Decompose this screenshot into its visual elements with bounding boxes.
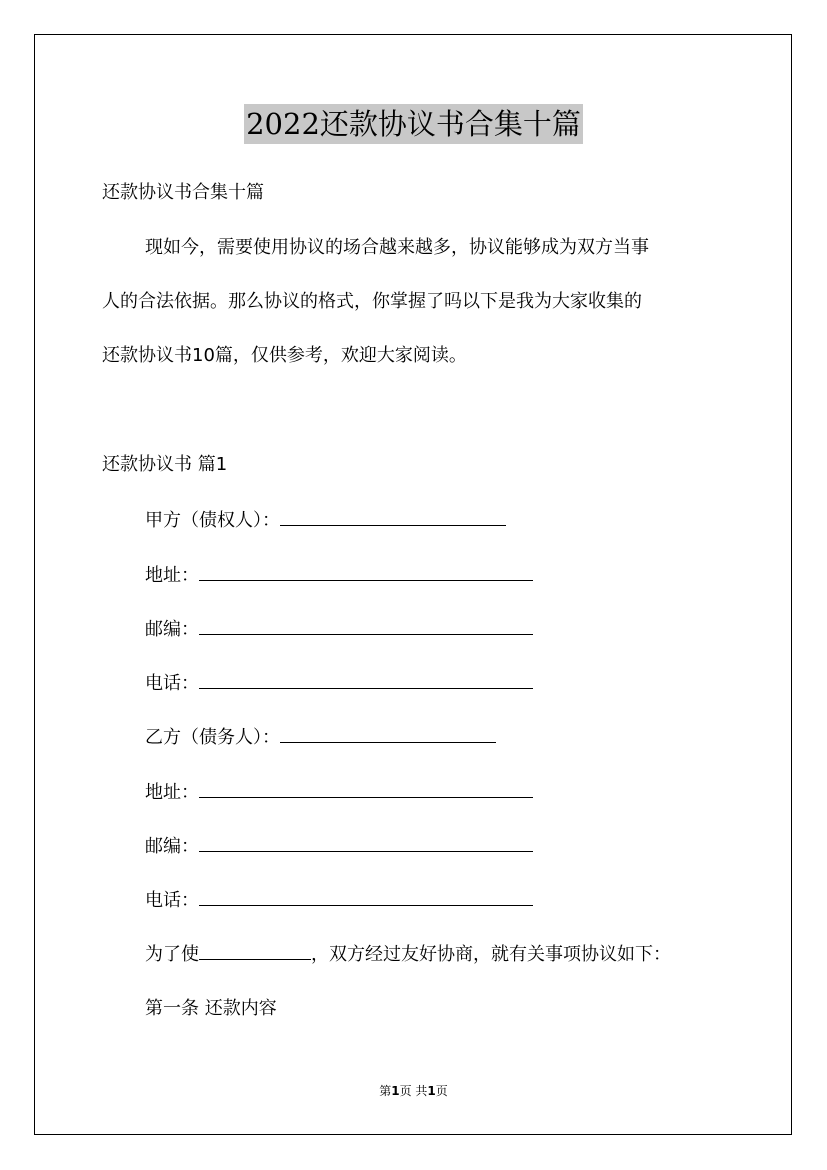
party-b-postcode-label: 邮编： xyxy=(145,836,199,857)
party-b-address-blank[interactable] xyxy=(199,781,533,798)
party-a-address-row xyxy=(145,564,533,588)
article-1-heading: 第一条 还款内容 xyxy=(145,998,277,1019)
purpose-row xyxy=(145,943,671,967)
intro-line-3: 还款协议书10篇，仅供参考，欢迎大家阅读。 xyxy=(102,345,467,366)
footer-page-mid: 页 共 xyxy=(399,1084,428,1098)
party-a-address-label: 地址： xyxy=(145,565,199,586)
party-b-phone-label: 电话： xyxy=(145,890,199,911)
title-container xyxy=(0,104,827,144)
intro-line-1: 现如今，需要使用协议的场合越来越多，协议能够成为双方当事 xyxy=(145,237,649,258)
party-b-postcode-row xyxy=(145,835,533,859)
party-b-phone-row xyxy=(145,889,533,913)
document-title: 2022还款协议书合集十篇 xyxy=(244,104,583,144)
party-a-postcode-row xyxy=(145,618,533,642)
party-b-blank[interactable] xyxy=(280,726,496,743)
party-a-phone-row xyxy=(145,672,533,696)
subtitle: 还款协议书合集十篇 xyxy=(102,182,264,203)
party-a-label: 甲方（债权人）： xyxy=(145,510,280,531)
purpose-prefix: 为了使 xyxy=(145,944,199,965)
party-b-row xyxy=(145,726,496,750)
intro-line-2: 人的合法依据。那么协议的格式，你掌握了吗以下是我为大家收集的 xyxy=(102,291,642,312)
party-a-phone-label: 电话： xyxy=(145,673,199,694)
party-b-address-row xyxy=(145,781,533,805)
purpose-suffix: ，双方经过友好协商，就有关事项协议如下： xyxy=(311,944,671,965)
footer-page-prefix: 第 xyxy=(379,1084,392,1098)
party-a-postcode-label: 邮编： xyxy=(145,619,199,640)
party-b-postcode-blank[interactable] xyxy=(199,835,533,852)
party-b-phone-blank[interactable] xyxy=(199,889,533,906)
party-a-postcode-blank[interactable] xyxy=(199,618,533,635)
party-a-row xyxy=(145,509,506,533)
page-footer xyxy=(0,1083,827,1099)
footer-page-suffix: 页 xyxy=(435,1084,448,1098)
party-a-phone-blank[interactable] xyxy=(199,672,533,689)
footer-page-total: 1 xyxy=(427,1084,436,1098)
section-heading: 还款协议书 篇1 xyxy=(102,454,228,475)
party-a-blank[interactable] xyxy=(280,509,506,526)
party-a-address-blank[interactable] xyxy=(199,564,533,581)
footer-page-number: 1 xyxy=(391,1084,400,1098)
purpose-blank[interactable] xyxy=(199,943,311,960)
party-b-address-label: 地址： xyxy=(145,782,199,803)
party-b-label: 乙方（债务人）： xyxy=(145,727,280,748)
